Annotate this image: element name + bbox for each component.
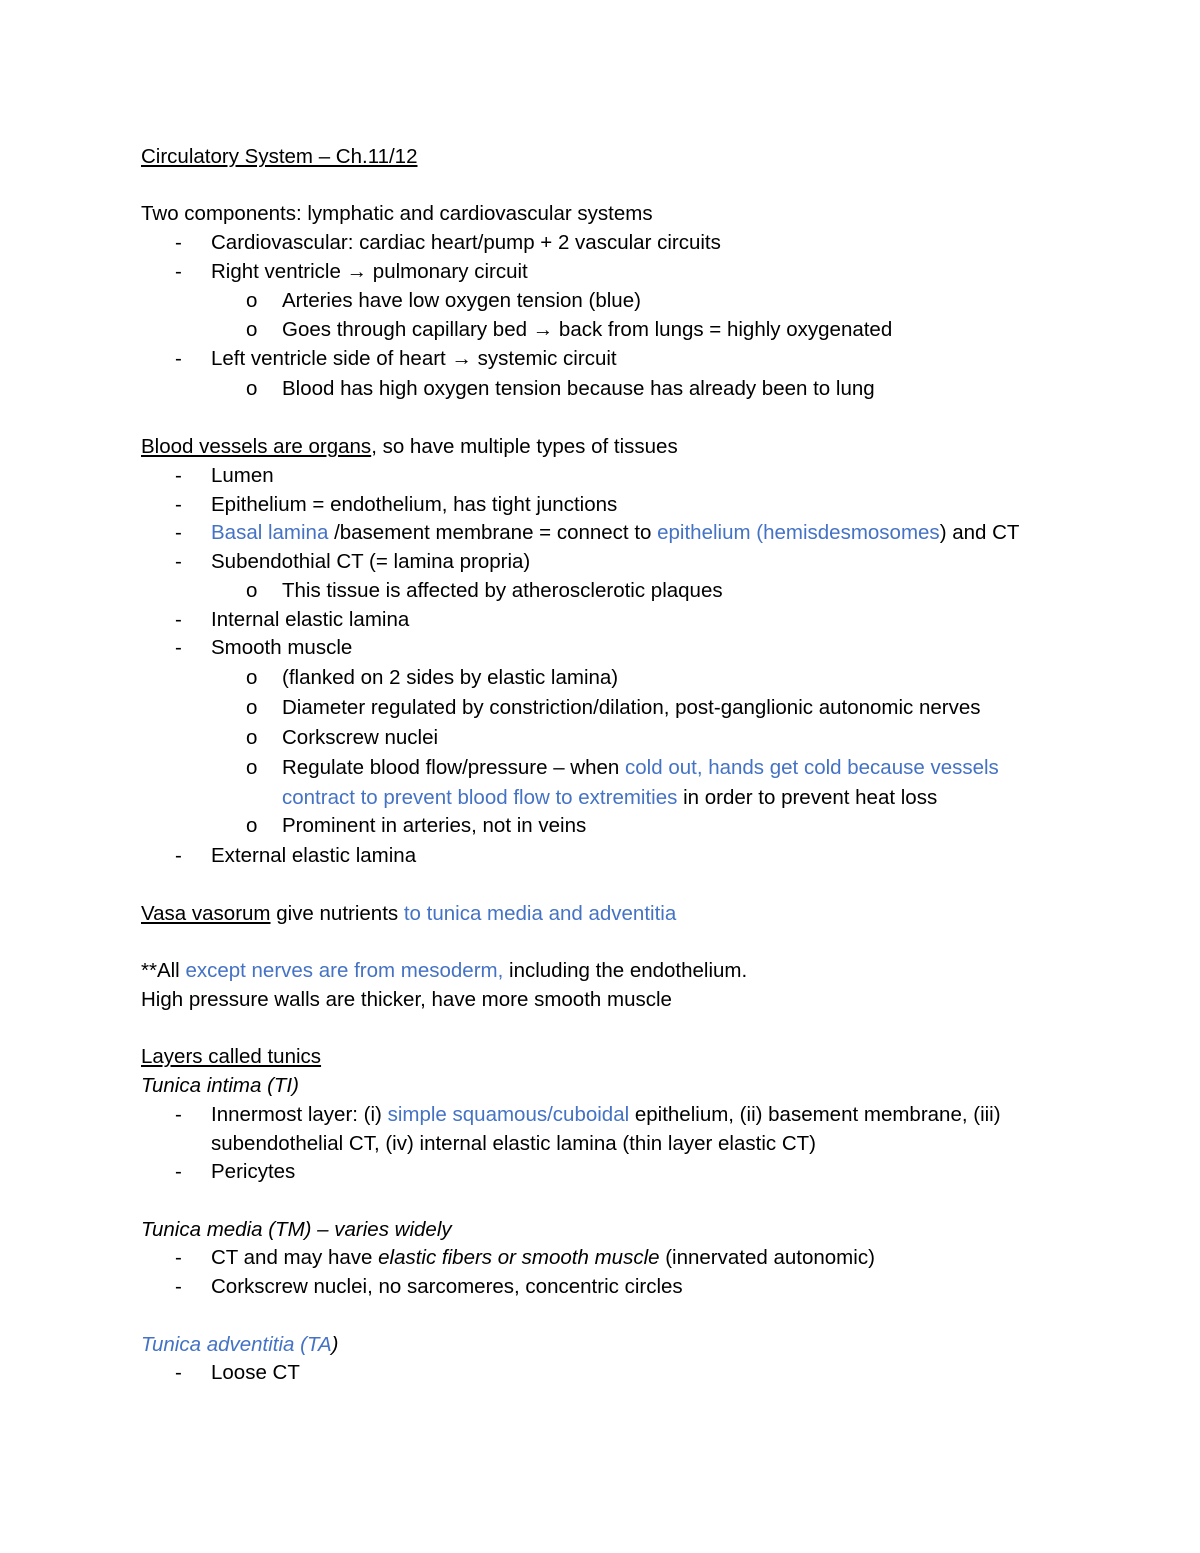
arrow-icon: → (451, 347, 472, 370)
dash-bullet: - (175, 1103, 182, 1126)
list-item-continuation: subendothelial CT, (iv) internal elastic lamina (thin layer elastic CT) (211, 1132, 816, 1155)
list-item-continuation (282, 784, 937, 812)
list-item (211, 1101, 1001, 1129)
components-heading: Two components: lymphatic and cardiovascular systems (141, 202, 653, 225)
list-item (282, 316, 892, 344)
dash-bullet: - (175, 1246, 182, 1269)
circle-bullet: o (246, 726, 258, 749)
arrow-icon: → (532, 318, 554, 341)
text-run: Tunica adventitia (TA (141, 1333, 332, 1356)
dash-bullet: - (175, 260, 182, 283)
circle-bullet: o (246, 814, 258, 837)
text-run: Left ventricle side of heart (211, 347, 452, 370)
text-run: , so have multiple types of tissues (371, 435, 678, 458)
list-item: Corkscrew nuclei (282, 726, 439, 749)
list-item: Internal elastic lamina (211, 608, 410, 631)
list-item: Diameter regulated by constriction/dilation, post-ganglionic autonomic nerves (282, 696, 981, 719)
list-item: Corkscrew nuclei, no sarcomeres, concentric circles (211, 1275, 683, 1298)
text-run: CT and may have (211, 1246, 379, 1269)
dash-bullet: - (175, 1160, 182, 1183)
text-run: epithelium, (ii) basement membrane, (iii) (629, 1103, 1001, 1126)
dash-bullet: - (175, 347, 182, 370)
text-run: (innervated autonomic) (659, 1246, 875, 1269)
list-item: Pericytes (211, 1160, 296, 1183)
list-item: This tissue is affected by atherosclerotic plaques (282, 579, 723, 602)
text-run: Goes through capillary bed (282, 318, 533, 341)
text-run: give nutrients (270, 902, 404, 925)
text-run: except nerves are from mesoderm, (185, 959, 504, 982)
mesoderm-line (141, 957, 747, 985)
text-run: **All (141, 959, 186, 982)
list-item: Loose CT (211, 1361, 300, 1384)
dash-bullet: - (175, 231, 182, 254)
circle-bullet: o (246, 666, 258, 689)
text-run: cold out, hands get cold because vessels (625, 756, 999, 779)
text-run: in order to prevent heat loss (677, 786, 938, 809)
text-run: ) (331, 1333, 339, 1356)
list-item: Epithelium = endothelium, has tight junctions (211, 493, 618, 516)
circle-bullet: o (246, 696, 258, 719)
dash-bullet: - (175, 636, 182, 659)
text-run: Innermost layer: (i) (211, 1103, 388, 1126)
tunics-heading: Layers called tunics (141, 1045, 322, 1068)
list-item: Subendothial CT (= lamina propria) (211, 550, 531, 573)
list-item: Arteries have low oxygen tension (blue) (282, 289, 641, 312)
circle-bullet: o (246, 377, 258, 400)
dash-bullet: - (175, 1275, 182, 1298)
list-item (211, 345, 617, 373)
list-item (211, 519, 1019, 547)
dash-bullet: - (175, 844, 182, 867)
arrow-icon: → (346, 260, 368, 283)
text-run: ) and CT (939, 521, 1020, 544)
dash-bullet: - (175, 550, 182, 573)
text-run: Right ventricle (211, 260, 347, 283)
text-run: Regulate blood flow/pressure – when (282, 756, 626, 779)
list-item: Smooth muscle (211, 636, 353, 659)
text-run: Vasa vasorum (141, 902, 271, 925)
text-run: systemic circuit (471, 347, 617, 370)
text-run: back from lungs = highly oxygenated (553, 318, 893, 341)
dash-bullet: - (175, 521, 182, 544)
circle-bullet: o (246, 579, 258, 602)
list-item: Prominent in arteries, not in veins (282, 814, 587, 837)
pressure-line: High pressure walls are thicker, have more smooth muscle (141, 988, 672, 1011)
circle-bullet: o (246, 289, 258, 312)
list-item (211, 1244, 875, 1272)
list-item: Lumen (211, 464, 274, 487)
text-run: /basement membrane = connect to (334, 521, 658, 544)
text-run: Blood vessels are organs (141, 435, 372, 458)
list-item: External elastic lamina (211, 844, 417, 867)
dash-bullet: - (175, 464, 182, 487)
circle-bullet: o (246, 318, 258, 341)
tunica-media-title: Tunica media (TM) – varies widely (141, 1218, 452, 1241)
tunica-intima-title: Tunica intima (TI) (141, 1074, 299, 1097)
text-run: pulmonary circuit (367, 260, 528, 283)
text-run: including the endothelium. (503, 959, 748, 982)
dash-bullet: - (175, 493, 182, 516)
doc-title: Circulatory System – Ch.11/12 (141, 145, 418, 168)
list-item (211, 258, 528, 286)
vasa-line (141, 900, 676, 928)
text-run: epithelium (hemisdesmosomes (657, 521, 940, 544)
vessels-heading (141, 433, 678, 461)
list-item: Blood has high oxygen tension because has already been to lung (282, 377, 875, 400)
text-run: contract to prevent blood flow to extremities (282, 786, 678, 809)
text-run: Basal lamina (211, 521, 335, 544)
list-item: (flanked on 2 sides by elastic lamina) (282, 666, 619, 689)
list-item (282, 754, 999, 782)
circle-bullet: o (246, 756, 258, 779)
dash-bullet: - (175, 1361, 182, 1384)
text-run: elastic fibers or smooth muscle (378, 1246, 660, 1269)
dash-bullet: - (175, 608, 182, 631)
text-run: simple squamous/cuboidal (387, 1103, 630, 1126)
tunica-adventitia-title (141, 1331, 338, 1359)
list-item: Cardiovascular: cardiac heart/pump + 2 vascular circuits (211, 231, 721, 254)
text-run: to tunica media and adventitia (403, 902, 677, 925)
